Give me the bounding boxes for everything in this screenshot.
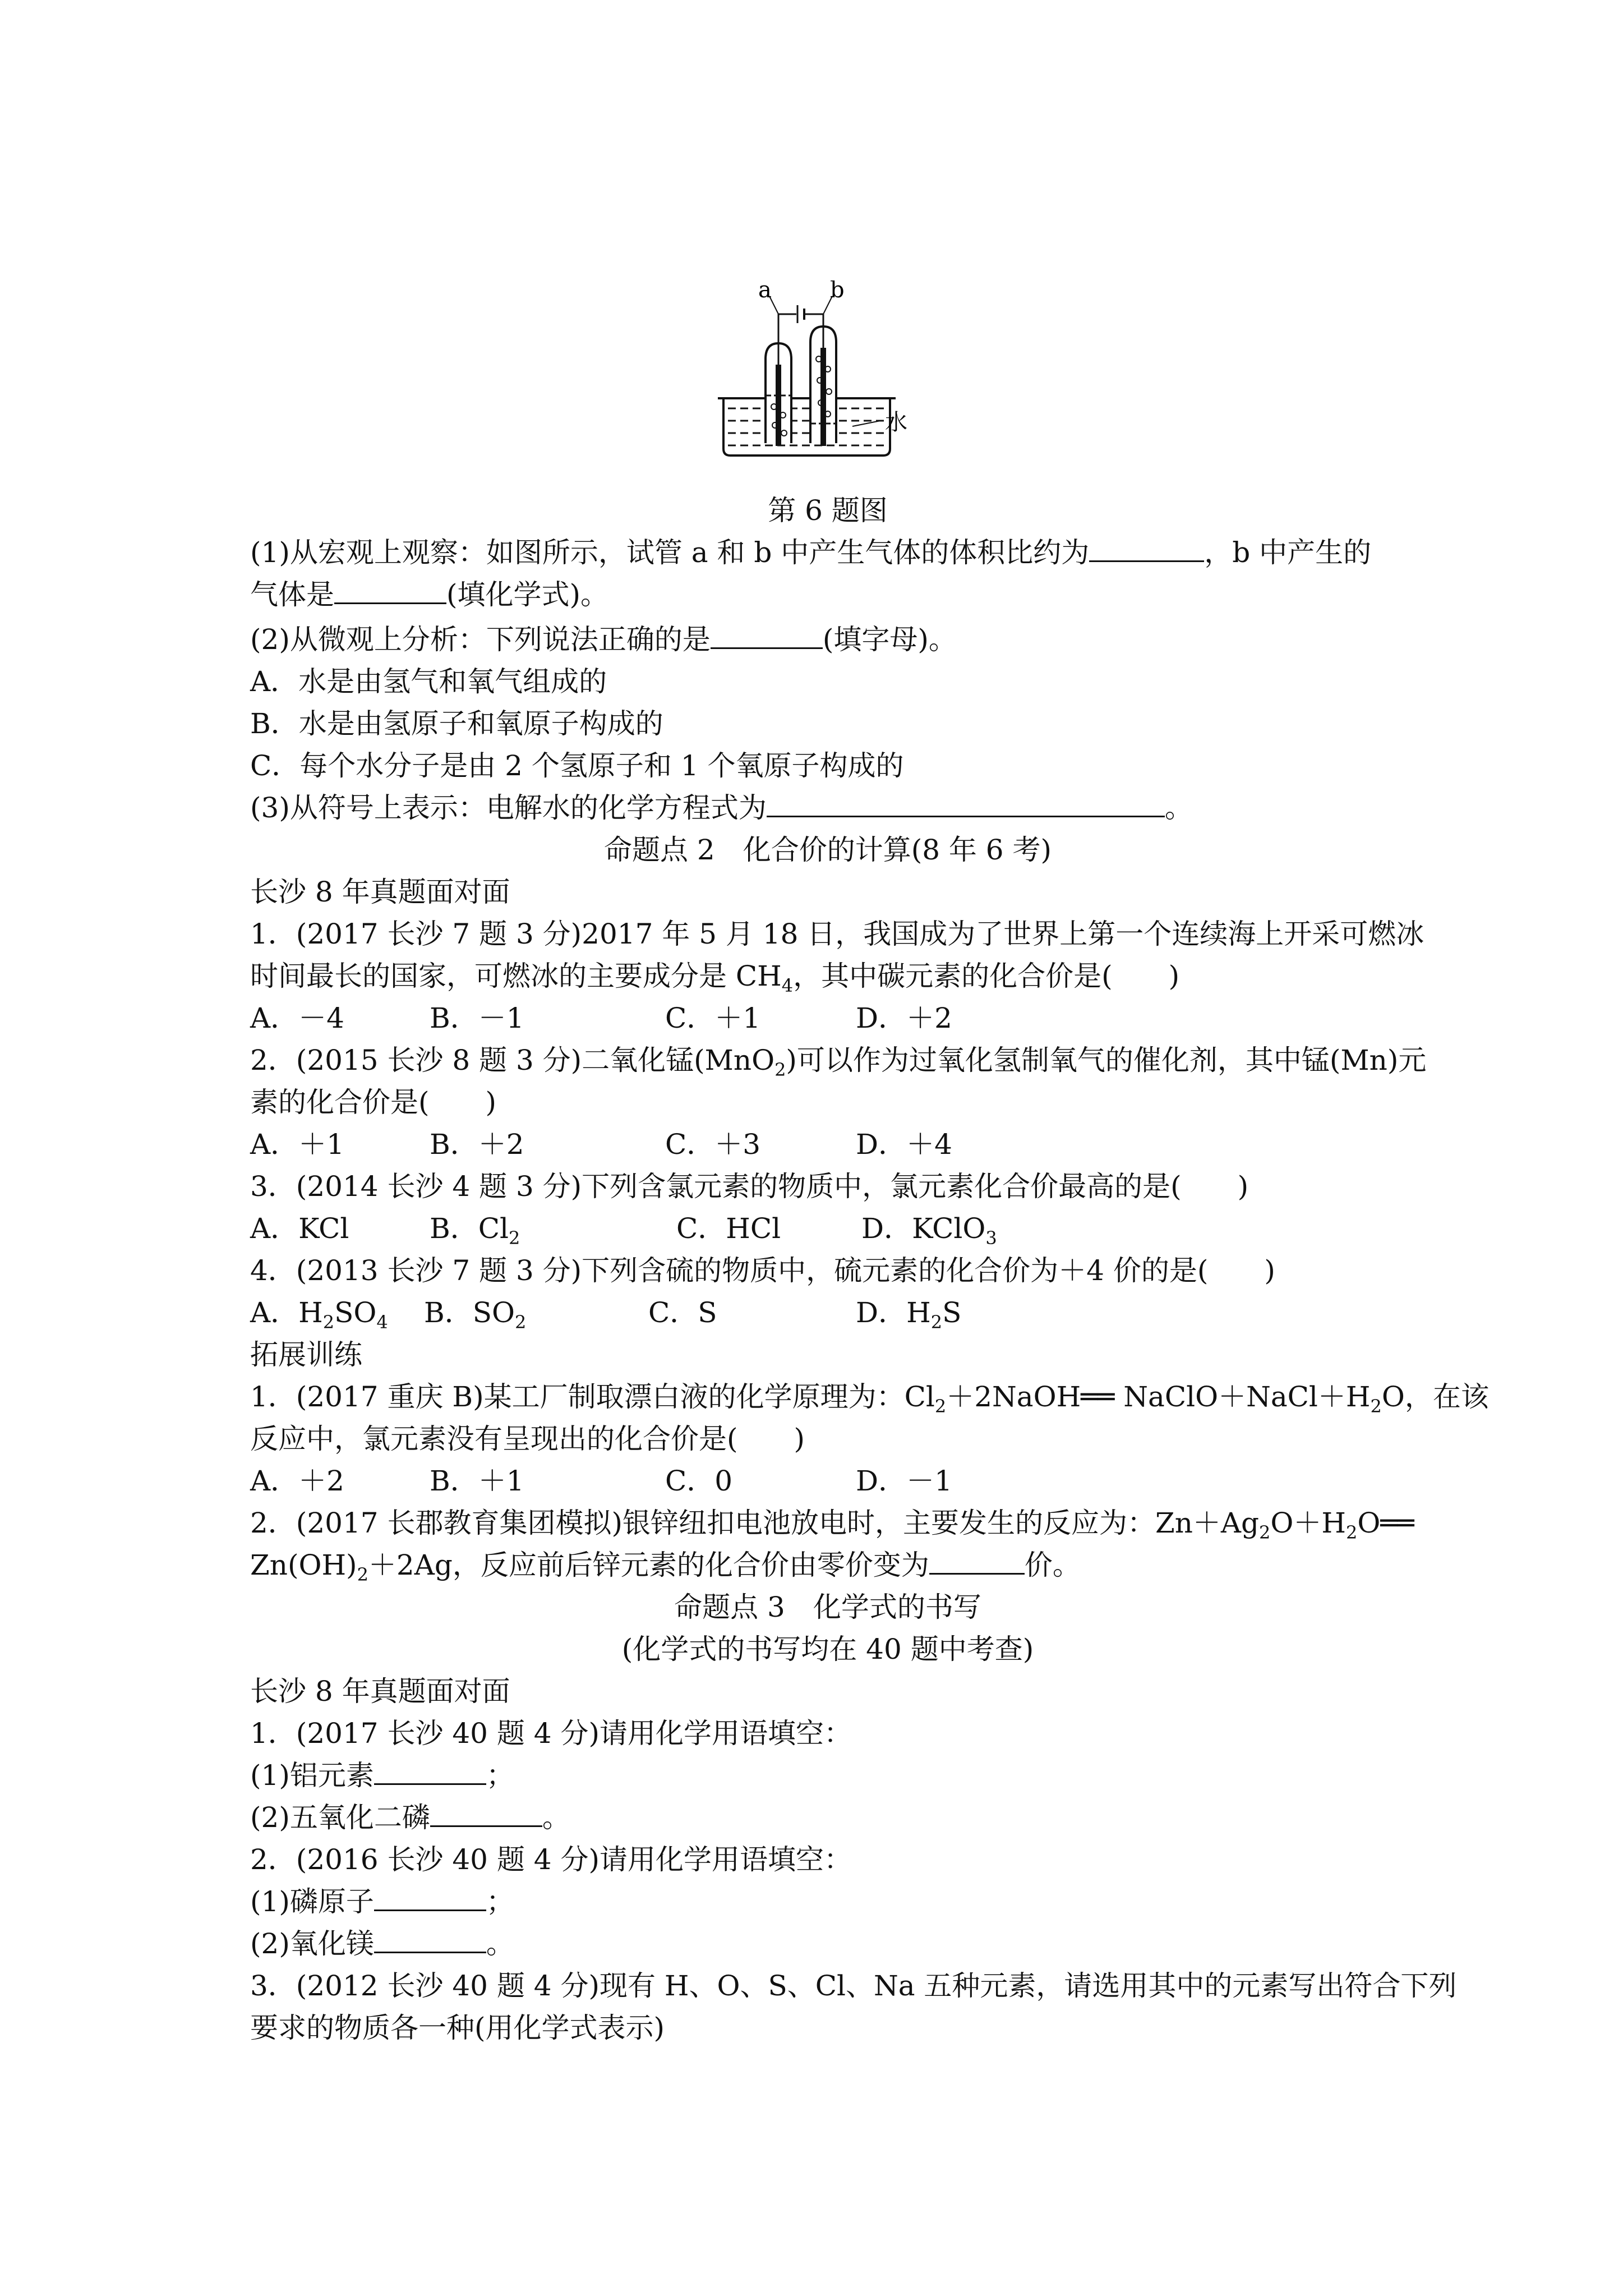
answer-blank[interactable] bbox=[929, 1548, 1025, 1575]
q6-part2: (2)从微观上分析：下列说法正确的是 (填字母)。 bbox=[250, 623, 957, 656]
option-c[interactable]: C．0 bbox=[665, 1465, 733, 1497]
q6-part1-line1: (1)从宏观上观察：如图所示，试管 a 和 b 中产生气体的体积比约为 ，b 中产生的 bbox=[250, 536, 1372, 569]
label-water: 水 bbox=[885, 409, 907, 435]
beaker-outline bbox=[723, 398, 890, 455]
option-b[interactable]: B．$SO_2$ bbox=[424, 1296, 527, 1333]
answer-blank[interactable] bbox=[711, 623, 823, 649]
s2-e2-line2: $Zn(OH)_2+2Ag$，反应前后锌元素的化合价由零价变为 价。 bbox=[250, 1549, 1081, 1585]
option-c[interactable]: C．HCl bbox=[676, 1212, 781, 1245]
option-d[interactable]: D．＋4 bbox=[856, 1128, 952, 1161]
q6-part1-line2: 气体是 (填化学式)。 bbox=[250, 578, 609, 611]
s3-q1-part2: (2)五氧化二磷 。 bbox=[250, 1801, 570, 1834]
option-d[interactable]: D．$H_2S$ bbox=[856, 1296, 962, 1333]
answer-blank[interactable] bbox=[430, 1801, 542, 1827]
electrode-b bbox=[820, 348, 826, 446]
water-surface bbox=[728, 408, 886, 445]
option-d[interactable]: D．－1 bbox=[856, 1465, 952, 1497]
s3-q3-line2: 要求的物质各一种(用化学式表示) bbox=[250, 2012, 665, 2044]
q6-option-b: B．水是由氢原子和氧原子构成的 bbox=[250, 707, 663, 740]
option-a[interactable]: A．－4 bbox=[250, 1002, 344, 1034]
option-d[interactable]: D．KClO$_3$ bbox=[861, 1212, 997, 1249]
section2-title: 命题点 2 化合价的计算(8 年 6 考) bbox=[603, 834, 1052, 866]
s3-q2: 2．(2016 长沙 40 题 4 分)请用化学用语填空： bbox=[250, 1843, 852, 1876]
s2-q1-line2: 时间最长的国家，可燃冰的主要成分是 $CH_4$，其中碳元素的化合价是( ) bbox=[250, 960, 1180, 996]
option-b[interactable]: B．$Cl_2$ bbox=[430, 1212, 520, 1249]
s3-q3-line1: 3．(2012 长沙 40 题 4 分)现有 H、O、S、Cl、Na 五种元素，请选用其中的元素写出符合下列 bbox=[250, 1970, 1457, 2002]
q6-option-a: A．水是由氢气和氧气组成的 bbox=[250, 665, 607, 698]
answer-blank[interactable] bbox=[1089, 536, 1204, 562]
electrode-a bbox=[776, 365, 781, 446]
option-c[interactable]: C．＋1 bbox=[665, 1002, 761, 1034]
section2-extension-heading: 拓展训练 bbox=[250, 1338, 362, 1371]
answer-blank[interactable] bbox=[767, 791, 1165, 817]
section3-subtitle: (化学式的书写均在 40 题中考查) bbox=[621, 1633, 1034, 1665]
label-a: a bbox=[758, 280, 772, 303]
label-b: b bbox=[830, 280, 845, 303]
s2-e1-line1: 1．(2017 重庆 B)某工厂制取漂白液的化学原理为：$Cl_2+2NaOH══$ $NaClO+NaCl+H_2O$，在该 bbox=[250, 1381, 1489, 1417]
option-b[interactable]: B．－1 bbox=[430, 1002, 524, 1034]
answer-blank[interactable] bbox=[334, 578, 446, 604]
s3-q2-part2: (2)氧化镁 。 bbox=[250, 1927, 514, 1960]
q6-option-c: C．每个水分子是由 2 个氢原子和 1 个氧原子构成的 bbox=[250, 749, 904, 782]
s3-q1-part1: (1)铝元素 ； bbox=[250, 1759, 514, 1792]
s2-q2-line2: 素的化合价是( ) bbox=[250, 1086, 497, 1119]
s2-e1-line2: 反应中，氯元素没有呈现出的化合价是( ) bbox=[250, 1423, 805, 1455]
option-c[interactable]: C．＋3 bbox=[665, 1128, 761, 1161]
section3-subheading: 长沙 8 年真题面对面 bbox=[250, 1675, 510, 1708]
electrolysis-apparatus-figure bbox=[712, 280, 920, 460]
s3-q2-part1: (1)磷原子 ； bbox=[250, 1885, 514, 1918]
answer-blank[interactable] bbox=[374, 1759, 486, 1785]
s2-q1-line1: 1．(2017 长沙 7 题 3 分)2017 年 5 月 18 日，我国成为了世界上第一个连续海上开采可燃冰 bbox=[250, 918, 1424, 950]
option-a[interactable]: A．$H_2SO_4$ bbox=[250, 1296, 388, 1333]
answer-blank[interactable] bbox=[374, 1927, 486, 1953]
option-d[interactable]: D．＋2 bbox=[856, 1002, 952, 1034]
section2-subheading: 长沙 8 年真题面对面 bbox=[250, 876, 510, 908]
section3-title: 命题点 3 化学式的书写 bbox=[674, 1591, 981, 1623]
s3-q1: 1．(2017 长沙 40 题 4 分)请用化学用语填空： bbox=[250, 1717, 852, 1750]
answer-blank[interactable] bbox=[374, 1885, 486, 1911]
s2-q4-line1: 4．(2013 长沙 7 题 3 分)下列含硫的物质中，硫元素的化合价为＋4 价的是( ) bbox=[250, 1254, 1275, 1287]
option-c[interactable]: C．S bbox=[648, 1296, 717, 1329]
option-a[interactable]: A．＋1 bbox=[250, 1128, 344, 1161]
option-b[interactable]: B．＋2 bbox=[430, 1128, 524, 1161]
q6-part3: (3)从符号上表示：电解水的化学方程式为 。 bbox=[250, 792, 1193, 824]
option-a[interactable]: A．KCl bbox=[250, 1212, 349, 1245]
s2-q2-line1: 2．(2015 长沙 8 题 3 分)二氧化锰(MnO$_2$)可以作为过氧化氢制氧气的催化剂，其中锰(Mn)元 bbox=[250, 1044, 1427, 1080]
option-a[interactable]: A．＋2 bbox=[250, 1465, 344, 1497]
figure-caption: 第 6 题图 bbox=[768, 494, 888, 527]
option-b[interactable]: B．＋1 bbox=[430, 1465, 524, 1497]
s2-e2-line1: 2．(2017 长郡教育集团模拟)银锌纽扣电池放电时，主要发生的反应为：$Zn+Ag_2O+H_2O══$ bbox=[250, 1507, 1414, 1543]
s2-q3-line1: 3．(2014 长沙 4 题 3 分)下列含氯元素的物质中，氯元素化合价最高的是( ) bbox=[250, 1170, 1249, 1203]
